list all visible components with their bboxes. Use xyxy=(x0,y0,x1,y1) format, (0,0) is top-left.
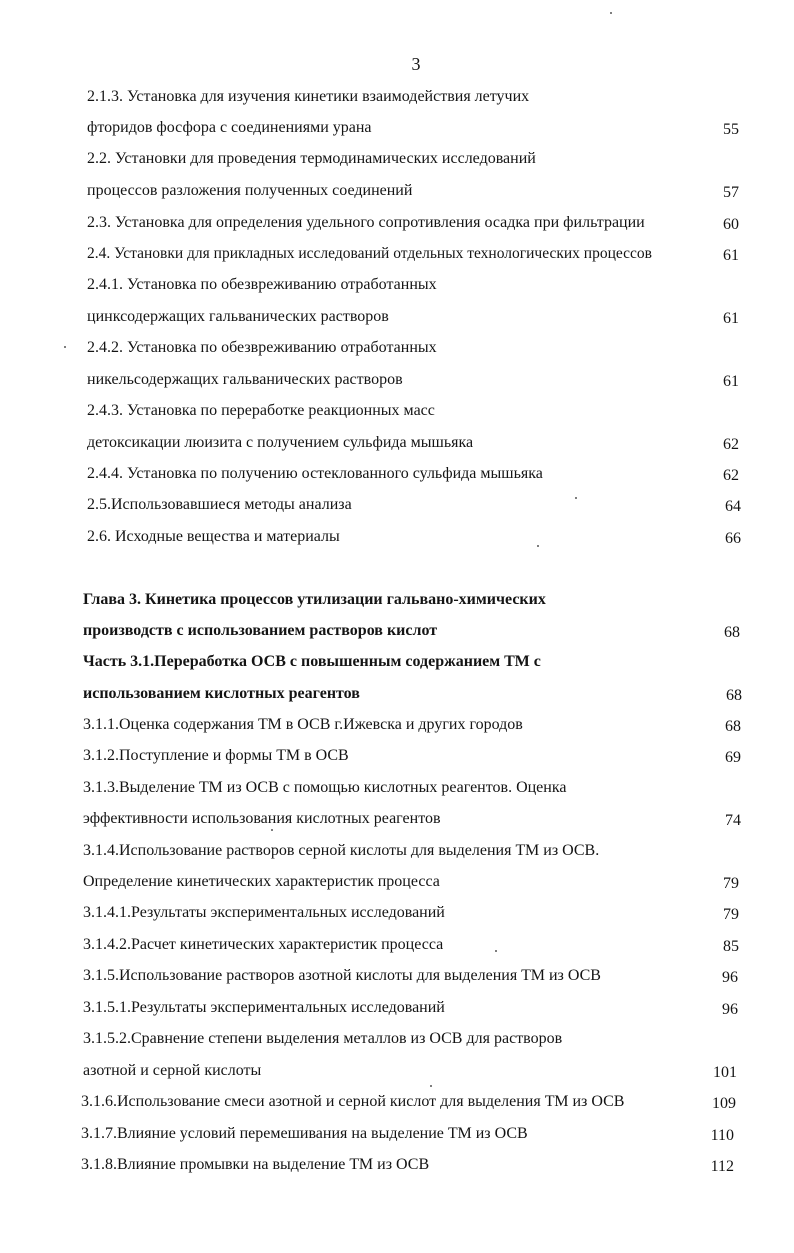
toc-line: никельсодержащих гальванических растворов xyxy=(87,371,403,388)
toc-page: 66 xyxy=(725,530,741,547)
toc-line: 3.1.1.Оценка содержания ТМ в ОСВ г.Ижевска и других городов xyxy=(83,716,523,733)
toc-page: 62 xyxy=(723,436,739,453)
toc-line: фторидов фосфора с соединениями урана xyxy=(87,119,372,136)
scan-speck xyxy=(537,545,539,547)
toc-page: 61 xyxy=(723,373,739,390)
toc-page: 61 xyxy=(723,247,739,264)
chapter-heading: Глава 3. Кинетика процессов утилизации гальвано-химических xyxy=(83,591,546,608)
section-heading: использованием кислотных реагентов xyxy=(83,685,360,702)
section-heading: Часть 3.1.Переработка ОСВ с повышенным содержанием ТМ с xyxy=(83,653,541,670)
toc-line: 3.1.8.Влияние промывки на выделение ТМ из ОСВ xyxy=(81,1156,430,1173)
scan-speck xyxy=(575,497,577,499)
toc-page: 62 xyxy=(723,467,739,484)
toc-page: 110 xyxy=(710,1127,734,1144)
toc-page: 68 xyxy=(724,624,740,641)
toc-line: 2.2. Установки для проведения термодинамических исследований xyxy=(87,150,536,167)
toc-page: 101 xyxy=(713,1064,737,1081)
toc-page: 85 xyxy=(723,938,739,955)
toc-page: 55 xyxy=(723,121,739,138)
toc-line: 2.1.3. Установка для изучения кинетики взаимодействия летучих xyxy=(87,88,530,105)
toc-page: 112 xyxy=(710,1158,734,1175)
toc-page: 79 xyxy=(723,906,739,923)
toc-line: эффективности использования кислотных реагентов xyxy=(83,810,441,827)
toc-page: 96 xyxy=(722,969,738,986)
page-number: 3 xyxy=(411,54,421,74)
toc-line: 3.1.4.2.Расчет кинетических характеристик процесса xyxy=(83,936,444,953)
toc-line: 3.1.3.Выделение ТМ из ОСВ с помощью кислотных реагентов. Оценка xyxy=(83,779,567,796)
toc-line: 3.1.7.Влияние условий перемешивания на выделение ТМ из ОСВ xyxy=(81,1125,528,1142)
toc-line: 3.1.5.1.Результаты экспериментальных исследований xyxy=(83,999,445,1016)
toc-line: 3.1.5.Использование растворов азотной кислоты для выделения ТМ из ОСВ xyxy=(83,967,601,984)
toc-line: 3.1.4.1.Результаты экспериментальных исследований xyxy=(83,904,445,921)
toc-page: 60 xyxy=(723,216,739,233)
toc-page: 68 xyxy=(725,718,741,735)
scan-speck xyxy=(495,950,497,952)
toc-line: процессов разложения полученных соединений xyxy=(87,182,413,199)
toc-line: 2.4.2. Установка по обезвреживанию отработанных xyxy=(87,339,437,356)
toc-line: 3.1.5.2.Сравнение степени выделения металлов из ОСВ для растворов xyxy=(83,1030,563,1047)
toc-page: 96 xyxy=(722,1001,738,1018)
toc-line: 2.4.4. Установка по получению остеклованного сульфида мышьяка xyxy=(87,465,543,482)
toc-page: 74 xyxy=(725,812,741,829)
scan-speck xyxy=(430,1085,432,1087)
toc-line: Определение кинетических характеристик процесса xyxy=(83,873,440,890)
toc-page: 57 xyxy=(723,184,739,201)
toc-line: цинксодержащих гальванических растворов xyxy=(87,308,389,325)
toc-line: 2.5.Использовавшиеся методы анализа xyxy=(87,496,352,513)
toc-line: 2.3. Установка для определения удельного сопротивления осадка при фильтрации xyxy=(87,214,645,231)
toc-page: 68 xyxy=(726,687,742,704)
toc-page: 61 xyxy=(723,310,739,327)
toc-line: 2.4.3. Установка по переработке реакционных масс xyxy=(87,402,435,419)
chapter-heading: производств с использованием растворов кислот xyxy=(83,622,438,639)
toc-page: 109 xyxy=(712,1095,736,1112)
scan-speck xyxy=(610,12,612,14)
scan-speck xyxy=(64,346,66,348)
toc-line: 3.1.2.Поступление и формы ТМ в ОСВ xyxy=(83,747,349,764)
toc-page: 69 xyxy=(725,749,741,766)
toc-line: 3.1.6.Использование смеси азотной и серной кислот для выделения ТМ из ОСВ xyxy=(81,1093,625,1110)
toc-line: азотной и серной кислоты xyxy=(83,1062,262,1079)
toc-line: 2.6. Исходные вещества и материалы xyxy=(87,528,340,545)
toc-page: 64 xyxy=(725,498,741,515)
toc-line: 2.4.1. Установка по обезвреживанию отработанных xyxy=(87,276,437,293)
toc-line: 3.1.4.Использование растворов серной кислоты для выделения ТМ из ОСВ. xyxy=(83,842,600,859)
scan-speck xyxy=(271,829,273,831)
toc-line: детоксикации люизита с получением сульфида мышьяка xyxy=(87,434,474,451)
toc-page: 79 xyxy=(723,875,739,892)
toc-line: 2.4. Установки для прикладных исследований отдельных технологических процессов xyxy=(87,245,652,262)
